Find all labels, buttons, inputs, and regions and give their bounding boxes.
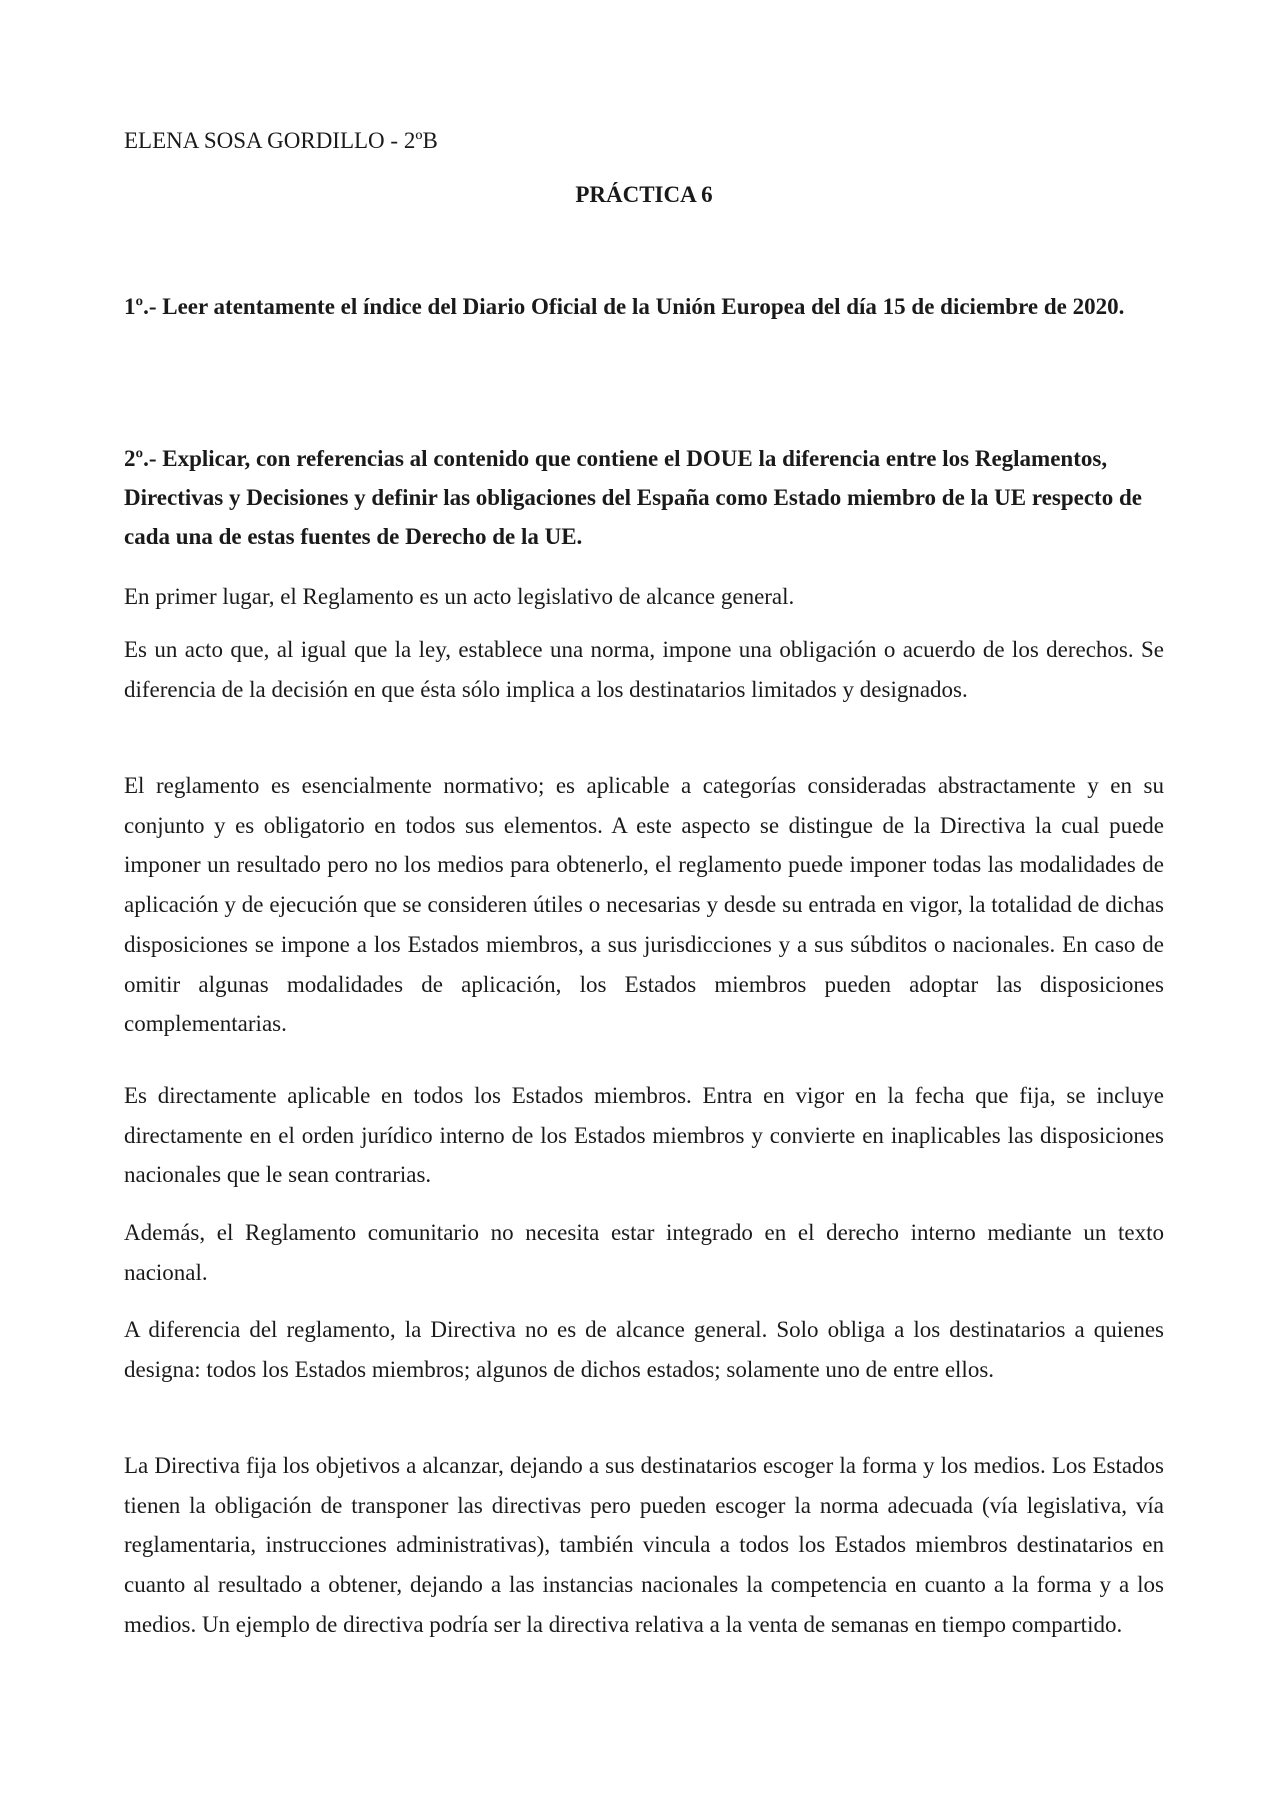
paragraph: El reglamento es esencialmente normativo; es aplicable a categorías consideradas abstractamente y en su conjunto y es obligatorio en todos sus elementos. A este aspecto se distingue de la Directiva la cual puede imponer un resultado pero no los medios para obtenerlo, el reglamento puede imponer todas las modalidades de aplicación y de ejecución que se consideren útiles o necesarias y desde su entrada en vigor, la totalidad de dichas disposiciones se impone a los Estados miembros, a sus jurisdicciones y a sus súbditos o nacionales. En caso de omitir algunas modalidades de aplicación, los Estados miembros pueden adoptar las disposiciones complementarias.: [124, 773, 1164, 1037]
paragraph: A diferencia del reglamento, la Directiva no es de alcance general. Solo obliga a los destinatarios a quienes designa: todos los Estados miembros; algunos de dichos estados; solamente uno de entre ellos.: [124, 1317, 1164, 1382]
paragraph: Además, el Reglamento comunitario no necesita estar integrado en el derecho interno mediante un texto nacional.: [124, 1220, 1164, 1285]
question-1: 1º.- Leer atentamente el índice del Diario Oficial de la Unión Europea del día 15 de diciembre de 2020.: [124, 294, 1125, 319]
paragraph: Es un acto que, al igual que la ley, establece una norma, impone una obligación o acuerdo de los derechos. Se diferencia de la decisión en que ésta sólo implica a los destinatarios limitados y designados.: [124, 637, 1164, 702]
author-line: ELENA SOSA GORDILLO - 2ºB: [124, 128, 438, 153]
question-2: 2º.- Explicar, con referencias al contenido que contiene el DOUE la diferencia entre los Reglamentos, Directivas y Decisiones y definir las obligaciones del España como Estado miembro de la UE respecto de cada una de estas fuentes de Derecho de la UE.: [124, 446, 1142, 549]
paragraph: La Directiva fija los objetivos a alcanzar, dejando a sus destinatarios escoger la forma y los medios. Los Estados tienen la obligación de transponer las directivas pero pueden escoger la norma adecuada (vía legislativa, vía reglamentaria, instrucciones administrativas), también vincula a todos los Estados miembros destinatarios en cuanto al resultado a obtener, dejando a las instancias nacionales la competencia en cuanto a la forma y a los medios. Un ejemplo de directiva podría ser la directiva relativa a la venta de semanas en tiempo compartido.: [124, 1453, 1164, 1637]
document-title: PRÁCTICA 6: [575, 182, 713, 207]
paragraph: En primer lugar, el Reglamento es un acto legislativo de alcance general.: [124, 584, 795, 609]
paragraph: Es directamente aplicable en todos los Estados miembros. Entra en vigor en la fecha que fija, se incluye directamente en el orden jurídico interno de los Estados miembros y convierte en inaplicables las disposiciones nacionales que le sean contrarias.: [124, 1083, 1164, 1188]
